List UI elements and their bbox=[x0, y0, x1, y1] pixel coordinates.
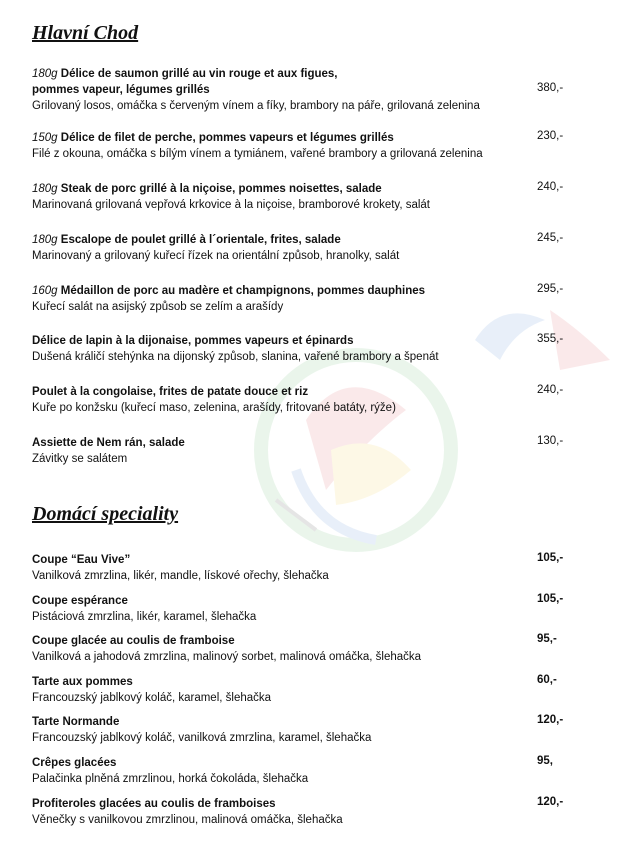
dessert-name: Coupe espérance bbox=[32, 595, 128, 607]
dish-name: Assiette de Nem rán, salade bbox=[32, 437, 185, 449]
dessert-name: Profiteroles glacées au coulis de framboises bbox=[32, 798, 276, 810]
dish-description: Kuřecí salát na asijský způsob se zelím a arašídy bbox=[32, 301, 284, 313]
dessert-description: Vanilková a jahodová zmrzlina, malinový sorbet, malinová omáčka, šlehačka bbox=[32, 651, 422, 663]
dessert-item bbox=[32, 552, 592, 584]
dish-price: 380,- bbox=[537, 82, 564, 94]
dish-name: 150g Délice de filet de perche, pommes vapeurs et légumes grillés bbox=[32, 132, 394, 144]
dish-description: Marinovaná grilovaná vepřová krkovice à la niçoise, bramborové krokety, salát bbox=[32, 199, 431, 211]
dessert-item bbox=[32, 593, 592, 625]
dish-name: 160g Médaillon de porc au madère et champignons, pommes dauphines bbox=[32, 285, 426, 297]
dessert-price: 95, bbox=[537, 755, 553, 767]
dessert-name: Crêpes glacées bbox=[32, 757, 117, 769]
dessert-item bbox=[32, 633, 592, 665]
dessert-price: 105,- bbox=[537, 552, 564, 564]
dessert-name: Tarte Normande bbox=[32, 716, 120, 728]
dish-item bbox=[32, 181, 592, 213]
dish-description: Grilovaný losos, omáčka s červeným vínem a fíky, brambory na páře, grilovaná zelenina bbox=[32, 100, 480, 112]
dessert-description: Věnečky s vanilkovou zmrzlinou, malinová omáčka, šlehačka bbox=[32, 814, 343, 826]
dish-price: 240,- bbox=[537, 181, 564, 193]
dessert-description: Pistáciová zmrzlina, likér, karamel, šlehačka bbox=[32, 611, 257, 623]
dish-description: Kuře po konžsku (kuřecí maso, zelenina, arašídy, fritované batáty, rýže) bbox=[32, 402, 396, 414]
dish-name: 180g Délice de saumon grillé au vin rouge et aux figues, bbox=[32, 68, 338, 80]
dish-item bbox=[32, 435, 592, 467]
dessert-item bbox=[32, 714, 592, 746]
dessert-price: 105,- bbox=[537, 593, 564, 605]
dessert-price: 120,- bbox=[537, 714, 564, 726]
dish-description: Závitky se salátem bbox=[32, 453, 128, 465]
dish-name: Délice de lapin à la dijonaise, pommes vapeurs et épinards bbox=[32, 335, 354, 347]
dish-item bbox=[32, 384, 592, 416]
dessert-description: Francouzský jablkový koláč, vanilková zmrzlina, karamel, šlehačka bbox=[32, 732, 372, 744]
dessert-description: Francouzský jablkový koláč, karamel, šlehačka bbox=[32, 692, 272, 704]
dessert-price: 60,- bbox=[537, 674, 557, 686]
dish-name-continued: pommes vapeur, légumes grillés bbox=[32, 84, 210, 96]
dish-name: Poulet à la congolaise, frites de patate douce et riz bbox=[32, 386, 309, 398]
dessert-name: Tarte aux pommes bbox=[32, 676, 133, 688]
dish-description: Marinovaný a grilovaný kuřecí řízek na orientální způsob, hranolky, salát bbox=[32, 250, 400, 262]
dish-price: 355,- bbox=[537, 333, 564, 345]
dish-item bbox=[32, 283, 592, 315]
dish-price: 245,- bbox=[537, 232, 564, 244]
dessert-description: Palačinka plněná zmrzlinou, horká čokoláda, šlehačka bbox=[32, 773, 309, 785]
dish-name: 180g Steak de porc grillé à la niçoise, pommes noisettes, salade bbox=[32, 183, 382, 195]
dish-name: 180g Escalope de poulet grillé à l´orientale, frites, salade bbox=[32, 234, 341, 246]
dish-item bbox=[32, 333, 592, 365]
section-title-main-course: Hlavní Chod bbox=[32, 22, 139, 44]
dessert-price: 120,- bbox=[537, 796, 564, 808]
dessert-item bbox=[32, 796, 592, 828]
dish-description: Filé z okouna, omáčka s bílým vínem a tymiánem, vařené brambory a grilovaná zelenina bbox=[32, 148, 483, 160]
dessert-description: Vanilková zmrzlina, likér, mandle, lískové ořechy, šlehačka bbox=[32, 570, 329, 582]
dessert-item bbox=[32, 674, 592, 706]
dish-price: 230,- bbox=[537, 130, 564, 142]
dish-item bbox=[32, 130, 592, 162]
dish-item bbox=[32, 232, 592, 264]
dish-price: 130,- bbox=[537, 435, 564, 447]
dessert-price: 95,- bbox=[537, 633, 557, 645]
section-title-specialities: Domácí speciality bbox=[32, 503, 179, 525]
dessert-name: Coupe glacée au coulis de framboise bbox=[32, 635, 235, 647]
dish-item bbox=[32, 66, 592, 114]
dish-description: Dušená králičí stehýnka na dijonský způsob, slanina, vařené brambory a špenát bbox=[32, 351, 439, 363]
dish-price: 240,- bbox=[537, 384, 564, 396]
dessert-item bbox=[32, 755, 592, 787]
dessert-name: Coupe “Eau Vive” bbox=[32, 554, 131, 566]
dish-price: 295,- bbox=[537, 283, 564, 295]
